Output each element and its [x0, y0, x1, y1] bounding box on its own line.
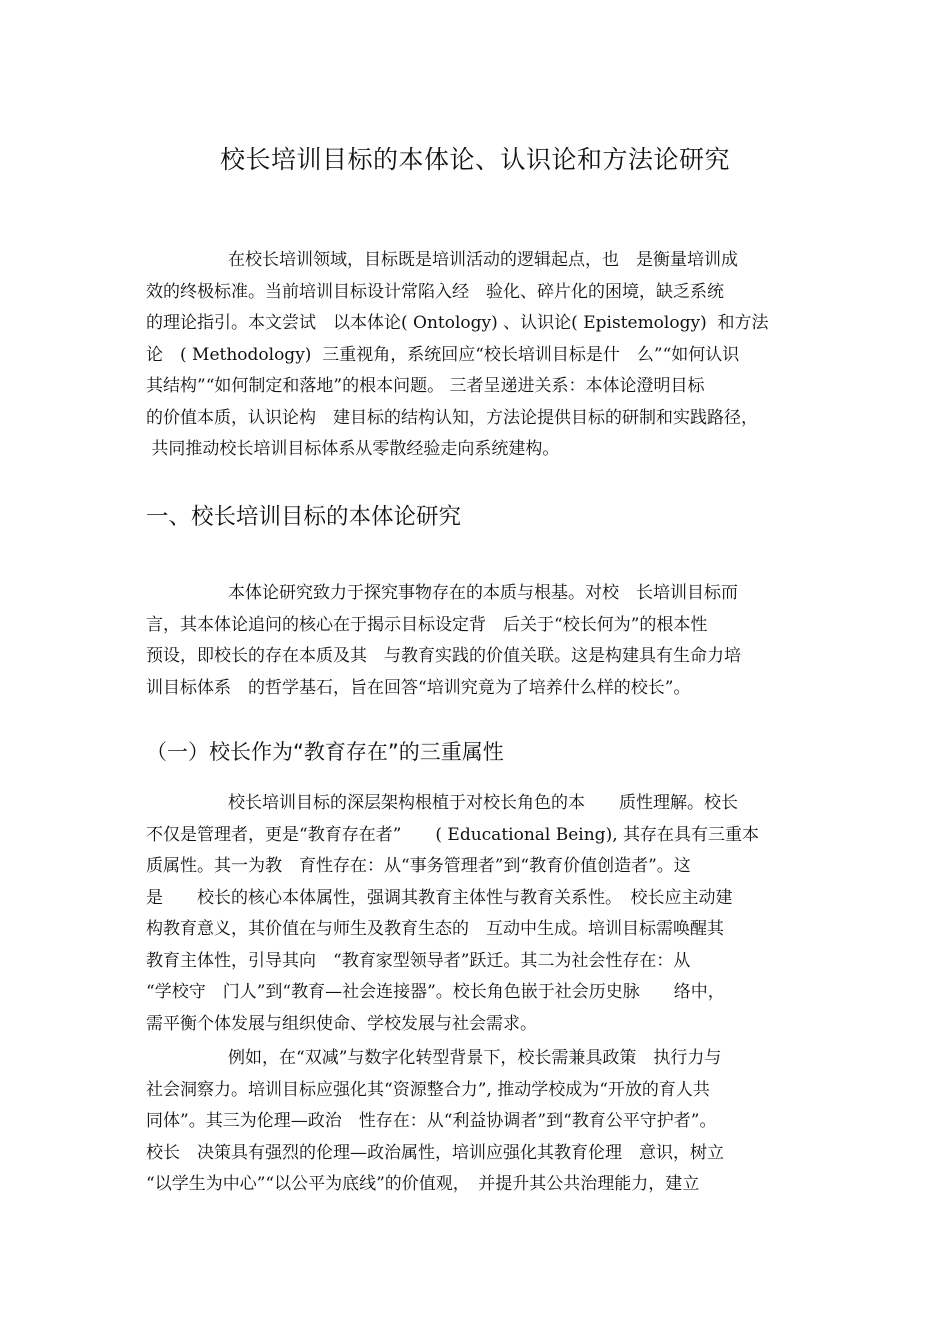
text-line: 的价值本质，认识论构 建目标的结构认知，方法论提供目标的研制和实践路径，	[146, 407, 758, 428]
text-line: 本体论研究致力于探究事物存在的本质与根基。对校 长培训目标而	[228, 583, 738, 603]
text-line: “学校守 门人”到“教育—社会连接器”。校长角色嵌于社会历史脉 络中，	[146, 982, 725, 1002]
section-intro-paragraph	[146, 578, 818, 704]
text-line: 例如，在“双减”与数字化转型背景下，校长需兼具政策 执行力与	[228, 1048, 722, 1068]
text-line: 是 校长的核心本体属性，强调其教育主体性与教育关系性。 校长应主动建	[146, 887, 733, 908]
text-line: 论 ( Methodology) 三重视角，系统回应“校长培训目标是什 么”“如何认识	[146, 344, 740, 365]
text-line: 需平衡个体发展与组织使命、学校发展与社会需求。	[146, 1013, 537, 1034]
text-line: “以学生为中心”“以公平为底线”的价值观， 并提升其公共治理能力，建立	[146, 1174, 700, 1194]
text-line: 训目标体系 的哲学基石，旨在回答“培训究竟为了培养什么样的校长”。	[146, 677, 691, 698]
text-line: 构教育意义，其价值在与师生及教育生态的 互动中生成。培训目标需唤醒其	[146, 919, 724, 939]
text-line: 同体”。其三为伦理—政治 性存在：从“利益协调者”到“教育公平守护者”。	[146, 1111, 717, 1131]
body-paragraph-2	[146, 1043, 818, 1201]
subsection-heading: （一）校长作为“教育存在”的三重属性	[146, 740, 504, 764]
text-line: 社会洞察力。培训目标应强化其“资源整合力”, 推动学校成为“开放的育人共	[146, 1079, 710, 1100]
text-line: 不仅是管理者，更是“教育存在者” ( Educational Being), 其存在具有三重本	[146, 824, 760, 845]
text-line: 校长 决策具有强烈的伦理—政治属性，培训应强化其教育伦理 意识，树立	[146, 1142, 724, 1163]
text-line: 共同推动校长培训目标体系从零散经验走向系统建构。	[146, 439, 560, 459]
body-paragraph-1	[146, 788, 818, 1040]
text-line: 质属性。其一为教 育性存在：从“事务管理者”到“教育价值创造者”。这	[146, 856, 691, 876]
text-line: 教育主体性，引导其向 “教育家型领导者”跃迁。其二为社会性存在：从	[146, 950, 691, 971]
text-line: 预设，即校长的存在本质及其 与教育实践的价值关联。这是构建具有生命力培	[146, 646, 741, 666]
text-line: 效的终极标准。当前培训目标设计常陷入经 验化、碎片化的困境，缺乏系统	[146, 281, 724, 302]
text-line: 言，其本体论追问的核心在于揭示目标设定背 后关于“校长何为”的根本性	[146, 614, 708, 635]
text-line: 的理论指引。本文尝试 以本体论( Ontology) 、认识论( Epistemology) 和方法	[146, 313, 769, 333]
document-title: 校长培训目标的本体论、认识论和方法论研究	[219, 145, 730, 174]
text-line: 校长培训目标的深层架构根植于对校长角色的本 质性理解。校长	[228, 793, 738, 813]
section-heading: 一、校长培训目标的本体论研究	[146, 504, 462, 530]
abstract-paragraph	[146, 245, 818, 466]
text-line: 在校长培训领域，目标既是培训活动的逻辑起点，也 是衡量培训成	[228, 250, 738, 270]
text-line: 其结构”“如何制定和落地”的根本问题。 三者呈递进关系：本体论澄明目标	[146, 376, 705, 396]
